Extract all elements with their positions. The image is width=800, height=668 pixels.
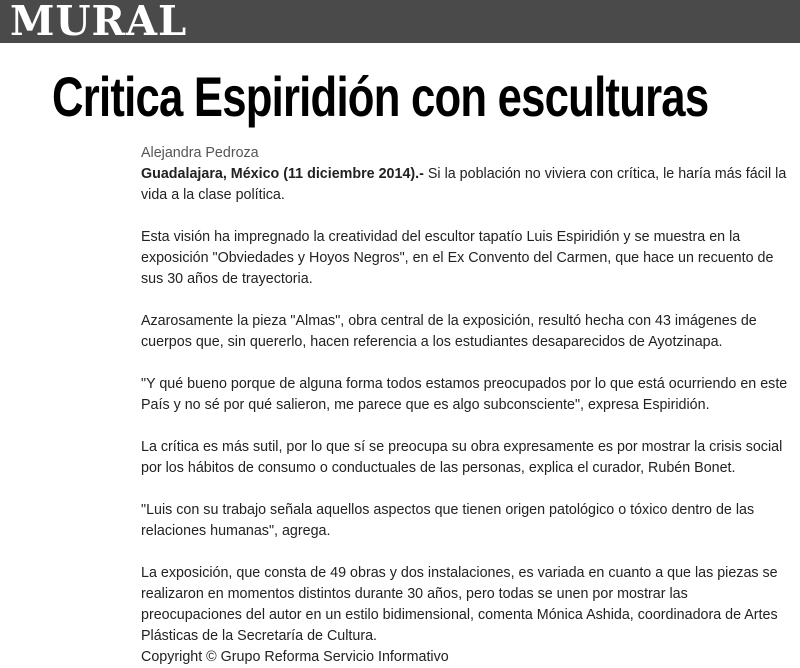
article-paragraph-6: "Luis con su trabajo señala aquellos aspectos que tienen origen patológico o tóxico dentro de las relaciones humanas", agrega.: [141, 502, 755, 539]
article-paragraph-2: Esta visión ha impregnado la creatividad del escultor tapatío Luis Espiridión y se muestra en la exposición "Obviedades y Hoyos Negros", en el Ex Convento del Carmen, que hace un recuento de sus 30 años de trayectoria.: [141, 229, 774, 287]
article-author: Alejandra Pedroza: [141, 145, 259, 161]
article-paragraph-3: Azarosamente la pieza "Almas", obra central de la exposición, resultó hecha con 43 imágenes de cuerpos que, sin quererlo, hacen referencia a los estudiantes desaparecidos de Ayotzinapa.: [141, 313, 757, 350]
article-paragraph-5: La crítica es más sutil, por lo que sí se preocupa su obra expresamente es por mostrar la crisis social por los hábitos de consumo o conductuales de las personas, explica el curador, Rubén Bonet.: [141, 439, 783, 476]
article-paragraph-7: La exposición, que consta de 49 obras y dos instalaciones, es variada en cuanto a que las piezas se realizaron en momentos distintos durante 30 años, pero todas se unen por mostrar las preocupaciones del autor en un estilo bidimensional, comenta Mónica Ashida, coordinadora de Artes Plásticas de la Secretaría de Cultura.: [141, 565, 778, 644]
article-dateline: Guadalajara, México (11 diciembre 2014).-: [141, 166, 424, 182]
article-title: Critica Espiridión con esculturas: [52, 65, 709, 128]
mural-logo[interactable]: MURAL: [10, 0, 188, 45]
article-paragraph-4: "Y qué bueno porque de alguna forma todos estamos preocupados por lo que está ocurriendo en este País y no sé por qué salieron, me parece que es algo subconsciente", expresa Espiridión.: [141, 376, 788, 413]
article-paragraph-1: [141, 164, 789, 206]
article-body: [141, 143, 789, 668]
top-bar: [0, 0, 800, 43]
article-lead-text: Si la población no viviera con crítica, le haría más fácil la vida a la clase política.: [141, 166, 787, 203]
copyright-notice: Copyright © Grupo Reforma Servicio Informativo: [141, 649, 449, 665]
